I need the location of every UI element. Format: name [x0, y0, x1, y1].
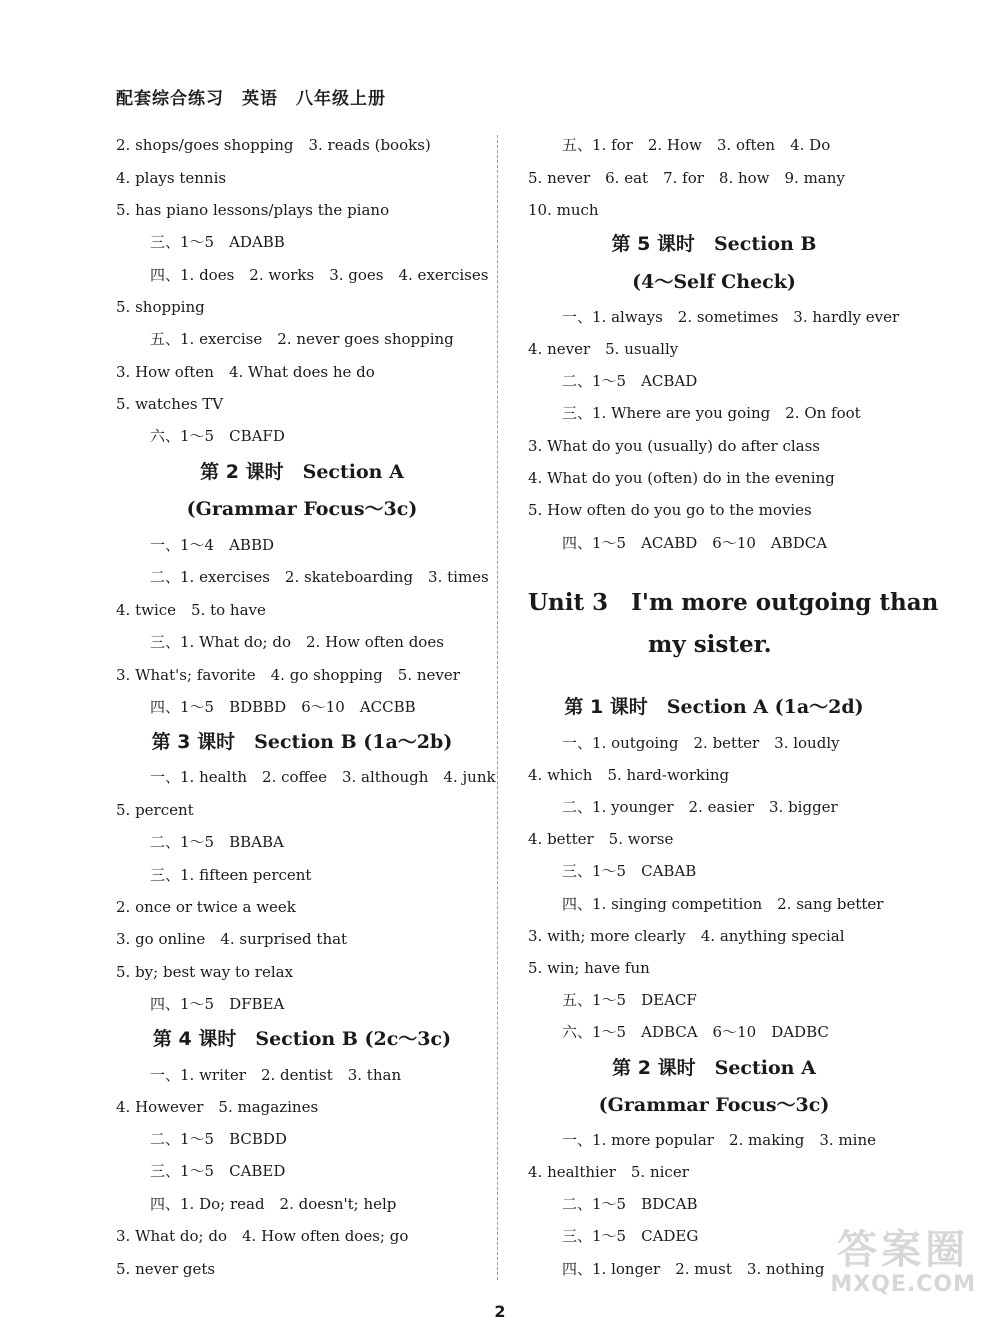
watermark-logo	[830, 1228, 976, 1298]
answer-line: 四、1. singing competition 2. sang better	[562, 895, 884, 913]
answer-line: 4. never 5. usually	[528, 340, 679, 358]
answer-line: 10. much	[528, 201, 599, 219]
lesson-heading	[528, 1056, 900, 1080]
lesson-number: 第 2 课时	[612, 1057, 696, 1079]
lesson-heading	[528, 695, 900, 719]
answer-line: 一、1. writer 2. dentist 3. than	[150, 1066, 402, 1084]
answer-line: 5. watches TV	[116, 395, 224, 413]
answer-line: 5. has piano lessons/plays the piano	[116, 201, 390, 219]
answer-line: 4. What do you (often) do in the evening	[528, 469, 835, 487]
unit-title-continued: my sister.	[648, 631, 772, 658]
answer-line: 四、1～5 ACABD 6～10 ABDCA	[562, 534, 828, 552]
answer-line: 二、1～5 BCBDD	[150, 1130, 287, 1148]
answer-line: 4. which 5. hard-working	[528, 766, 730, 784]
answer-line: 4. plays tennis	[116, 169, 227, 187]
lesson-subheading: (Grammar Focus～3c)	[186, 498, 418, 520]
answer-line: 5. by; best way to relax	[116, 963, 294, 981]
answer-line: 四、1～5 BDBBD 6～10 ACCBB	[150, 698, 416, 716]
answer-line: 五、1～5 DEACF	[562, 991, 697, 1009]
answer-line: 三、1. What do; do 2. How often does	[150, 633, 444, 651]
answer-line: 二、1～5 BDCAB	[562, 1195, 698, 1213]
answer-line: 2. shops/goes shopping 3. reads (books)	[116, 136, 431, 154]
answer-line: 一、1～4 ABBD	[150, 536, 274, 554]
lesson-heading	[116, 730, 488, 754]
answer-line: 一、1. more popular 2. making 3. mine	[562, 1131, 876, 1149]
answer-line: 四、1. does 2. works 3. goes 4. exercises	[150, 266, 489, 284]
answer-line: 五、1. exercise 2. never goes shopping	[150, 330, 454, 348]
answer-line: 三、1～5 CADEG	[562, 1227, 699, 1245]
answer-line: 一、1. health 2. coffee 3. although 4. junk	[150, 768, 496, 786]
lesson-number: 第 3 课时	[151, 731, 236, 753]
answer-line: 5. shopping	[116, 298, 205, 316]
answer-line: 4. However 5. magazines	[116, 1098, 319, 1116]
answer-line: 5. win; have fun	[528, 959, 650, 977]
lesson-section: Section B	[713, 233, 817, 255]
lesson-number: 第 5 课时	[611, 233, 695, 255]
answer-line: 4. healthier 5. nicer	[528, 1163, 689, 1181]
answer-line: 一、1. outgoing 2. better 3. loudly	[562, 734, 840, 752]
answer-line: 三、1～5 CABED	[150, 1162, 286, 1180]
answer-line: 3. How often 4. What does he do	[116, 363, 375, 381]
answer-line: 5. How often do you go to the movies	[528, 501, 812, 519]
answer-line: 二、1. exercises 2. skateboarding 3. times	[150, 568, 489, 586]
answer-line: 4. twice 5. to have	[116, 601, 266, 619]
answer-line: 3. What do you (usually) do after class	[528, 437, 821, 455]
answer-line: 三、1. fifteen percent	[150, 866, 312, 884]
lesson-heading	[528, 232, 900, 256]
answer-line: 六、1～5 ADBCA 6～10 DADBC	[562, 1023, 829, 1041]
lesson-heading	[116, 460, 488, 484]
watermark-text: 答案圈	[837, 1227, 970, 1273]
answer-line: 4. better 5. worse	[528, 830, 674, 848]
lesson-subheading: (4～Self Check)	[632, 271, 796, 293]
answer-line: 3. go online 4. surprised that	[116, 930, 348, 948]
answer-line: 3. with; more clearly 4. anything special	[528, 927, 845, 945]
answer-line: 三、1～5 ADABB	[150, 233, 285, 251]
answer-line: 三、1～5 CABAB	[562, 862, 697, 880]
page-header: 配套综合练习 英语 八年级上册	[116, 89, 386, 109]
answer-line: 四、1. Do; read 2. doesn't; help	[150, 1195, 397, 1213]
answer-line: 2. once or twice a week	[116, 898, 296, 916]
lesson-subheading: (Grammar Focus～3c)	[598, 1094, 830, 1116]
lesson-number: 第 4 课时	[152, 1028, 237, 1050]
answer-line: 四、1～5 DFBEA	[150, 995, 285, 1013]
lesson-section: Section A (1a～2d)	[666, 696, 864, 718]
answer-line: 5. never gets	[116, 1260, 216, 1278]
answer-line: 一、1. always 2. sometimes 3. hardly ever	[562, 308, 900, 326]
lesson-section: Section A	[714, 1057, 816, 1079]
lesson-section: Section B (2c～3c)	[255, 1028, 452, 1050]
answer-line: 3. What do; do 4. How often does; go	[116, 1227, 409, 1245]
lesson-section: Section A	[302, 461, 404, 483]
column-divider	[497, 135, 498, 1280]
page-number: 2	[494, 1302, 506, 1321]
answer-line: 五、1. for 2. How 3. often 4. Do	[562, 136, 831, 154]
answer-line: 3. What's; favorite 4. go shopping 5. never	[116, 666, 460, 684]
answer-line: 三、1. Where are you going 2. On foot	[562, 404, 861, 422]
answer-line: 六、1～5 CBAFD	[150, 427, 285, 445]
answer-line: 5. never 6. eat 7. for 8. how 9. many	[528, 169, 845, 187]
unit-title: Unit 3 I'm more outgoing than	[528, 589, 939, 616]
answer-line: 二、1～5 ACBAD	[562, 372, 698, 390]
lesson-number: 第 2 课时	[200, 461, 284, 483]
answer-line: 5. percent	[116, 801, 194, 819]
lesson-heading	[116, 1027, 488, 1051]
lesson-number: 第 1 课时	[564, 696, 648, 718]
answer-line: 二、1. younger 2. easier 3. bigger	[562, 798, 838, 816]
answer-line: 二、1～5 BBABA	[150, 833, 284, 851]
watermark-url: MXQE.COM	[830, 1272, 976, 1297]
lesson-section: Section B (1a～2b)	[254, 731, 453, 753]
answer-line: 四、1. longer 2. must 3. nothing	[562, 1260, 825, 1278]
